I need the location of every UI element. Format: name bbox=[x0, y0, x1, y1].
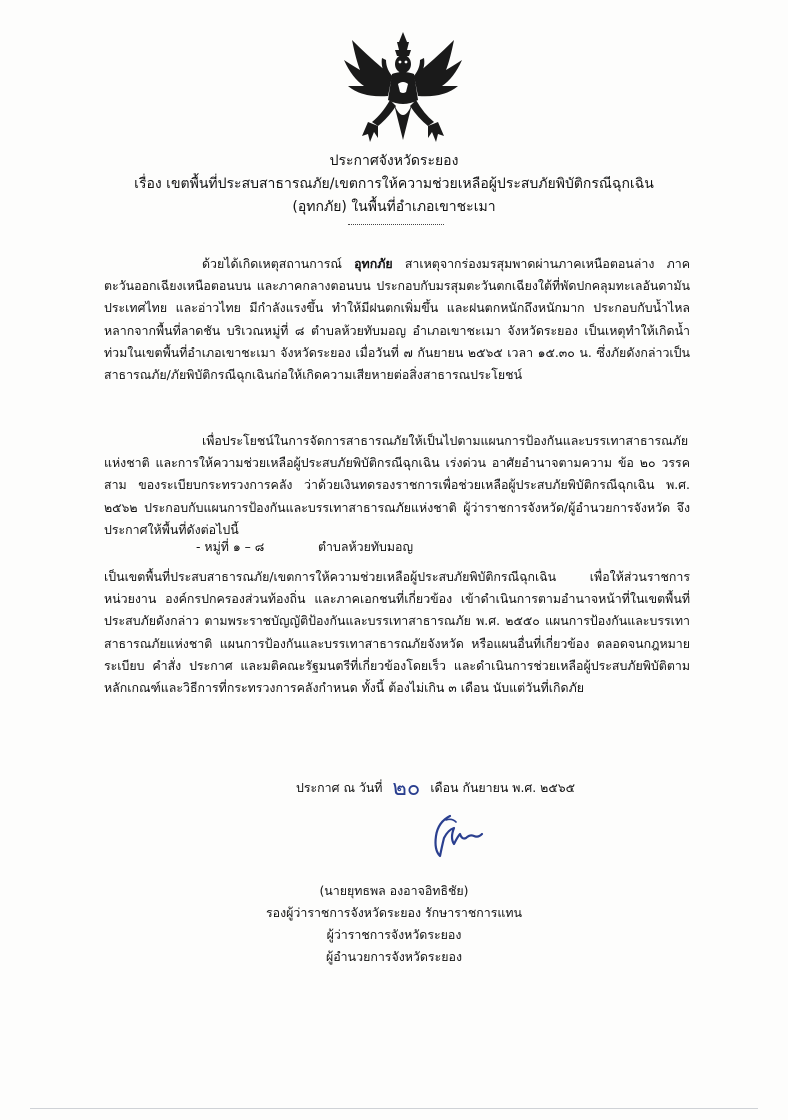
announcement-subject-line2: (อุทกภัย) ในพื้นที่อำเภอเขาชะเมา bbox=[292, 199, 496, 215]
page-bottom-edge bbox=[30, 1108, 758, 1109]
paragraph-declaration: เป็นเขตพื้นที่ประสบสาธารณภัย/เขตการให้ความช่วยเหลือผู้ประสบภัยพิบัติกรณีฉุกเฉิน เพื่อให้ส่วนราชการ หน่วยงาน องค์กรปกครองส่วนท้องถิ่น และภาคเอกชนที่เกี่ยวข้อง เข้าดำเนินการตามอำนาจหน้าที่ในเขตพื้นที่ประสบภัยดังกล่าว ตามพระราชบัญญัติป้องกันและบรรเทาสาธารณภัย พ.ศ. ๒๕๕๐ แผนการป้องกันและบรรเทาสาธารณภัยแห่งชาติ แผนการป้องกันและบรรเทาสาธารณภัยจังหวัด หรือแผนอื่นที่เกี่ยวข้อง ตลอดจนกฎหมาย ระเบียบ คำสั่ง ประกาศ และมติคณะรัฐมนตรีที่เกี่ยวข้องโดยเร็ว และดำเนินการช่วยเหลือผู้ประสบภัยพิบัติตามหลักเกณฑ์และวิธีการที่กระทรวงการคลังกำหนด ทั้งนี้ ต้องไม่เกิน ๓ เดือน นับแต่วันที่เกิดภัย bbox=[104, 569, 690, 696]
affected-area-item bbox=[196, 536, 414, 558]
paragraph-situation-lead: ด้วยได้เกิดเหตุสถานการณ์ bbox=[202, 256, 355, 271]
header-divider bbox=[348, 224, 444, 225]
paragraph-situation bbox=[104, 253, 690, 386]
paragraph-authority: เพื่อประโยชน์ในการจัดการสาธารณภัยให้เป็นไปตามแผนการป้องกันและบรรเทาสาธารณภัยแห่งชาติ และการให้ความช่วยเหลือผู้ประสบภัยพิบัติกรณีฉุกเฉิน เร่งด่วน อาศัยอำนาจตามความ ข้อ ๒๐ วรรคสาม ของระเบียบกระทรวงการคลัง ว่าด้วยเงินทดรองราชการเพื่อช่วยเหลือผู้ประสบภัยพิบัติกรณีฉุกเฉิน พ.ศ. ๒๕๖๒ ประกอบกับแผนการป้องกันและบรรเทาสาธารณภัยแห่งชาติ ผู้ว่าราชการจังหวัด/ผู้อำนวยการจังหวัด จึงประกาศให้พื้นที่ดังต่อไปนี้ bbox=[104, 433, 690, 537]
signatory-position: รองผู้ว่าราชการจังหวัดระยอง รักษาราชการแทน bbox=[266, 905, 522, 920]
disaster-type: อุทกภัย bbox=[354, 256, 393, 271]
signatory-position-2: ผู้ว่าราชการจังหวัดระยอง bbox=[326, 927, 462, 942]
subdistrict-name: ตำบลห้วยทับมอญ bbox=[318, 539, 414, 554]
announcement-subject: เรื่อง เขตพื้นที่ประสบสาธารณภัย/เขตการให้ความช่วยเหลือผู้ประสบภัยพิบัติกรณีฉุกเฉิน bbox=[134, 176, 654, 192]
signatory-position-3: ผู้อำนวยการจังหวัดระยอง bbox=[325, 949, 462, 964]
paragraph-situation-body: สาเหตุจากร่องมรสุมพาดผ่านภาคเหนือตอนล่าง ภาคตะวันออกเฉียงเหนือตอนบน และภาคกลางตอนบน ประกอบกับมรสุมตะวันตกเฉียงใต้ที่พัดปกคลุมทะเลอันดามัน ประเทศไทย และอ่าวไทย มีกำลังแรงขึ้น ทำให้มีฝนตกเพิ่มขึ้น และฝนตกหนักถึงหนักมาก ประกอบกับน้ำไหลหลากจากพื้นที่ลาดชัน บริเวณหมู่ที่ ๘ ตำบลห้วยทับมอญ อำเภอเขาชะเมา จังหวัดระยอง เป็นเหตุทำให้เกิดน้ำท่วมในเขตพื้นที่อำเภอเขาชะเมา จังหวัดระยอง เมื่อวันที่ ๗ กันยายน ๒๕๖๕ เวลา ๑๕.๓๐ น. ซึ่งภัยดังกล่าวเป็นสาธารณภัย/ภัยพิบัติกรณีฉุกเฉินก่อให้เกิดความเสียหายต่อสิ่งสาธารณประโยชน์ bbox=[104, 256, 690, 383]
date-day: ๒๐ bbox=[392, 776, 421, 801]
handwritten-signature-icon bbox=[428, 812, 484, 862]
village-range: - หมู่ที่ ๑ – ๘ bbox=[196, 539, 265, 554]
announcement-date bbox=[296, 776, 575, 801]
garuda-emblem-icon bbox=[342, 30, 464, 148]
date-month-year: เดือน กันยายน พ.ศ. ๒๕๖๕ bbox=[430, 780, 575, 795]
announcement-office: ประกาศจังหวัดระยอง bbox=[329, 153, 459, 169]
date-prefix: ประกาศ ณ วันที่ bbox=[296, 780, 383, 795]
signatory-name: (นายยุทธพล องอาจอิทธิชัย) bbox=[319, 883, 469, 898]
